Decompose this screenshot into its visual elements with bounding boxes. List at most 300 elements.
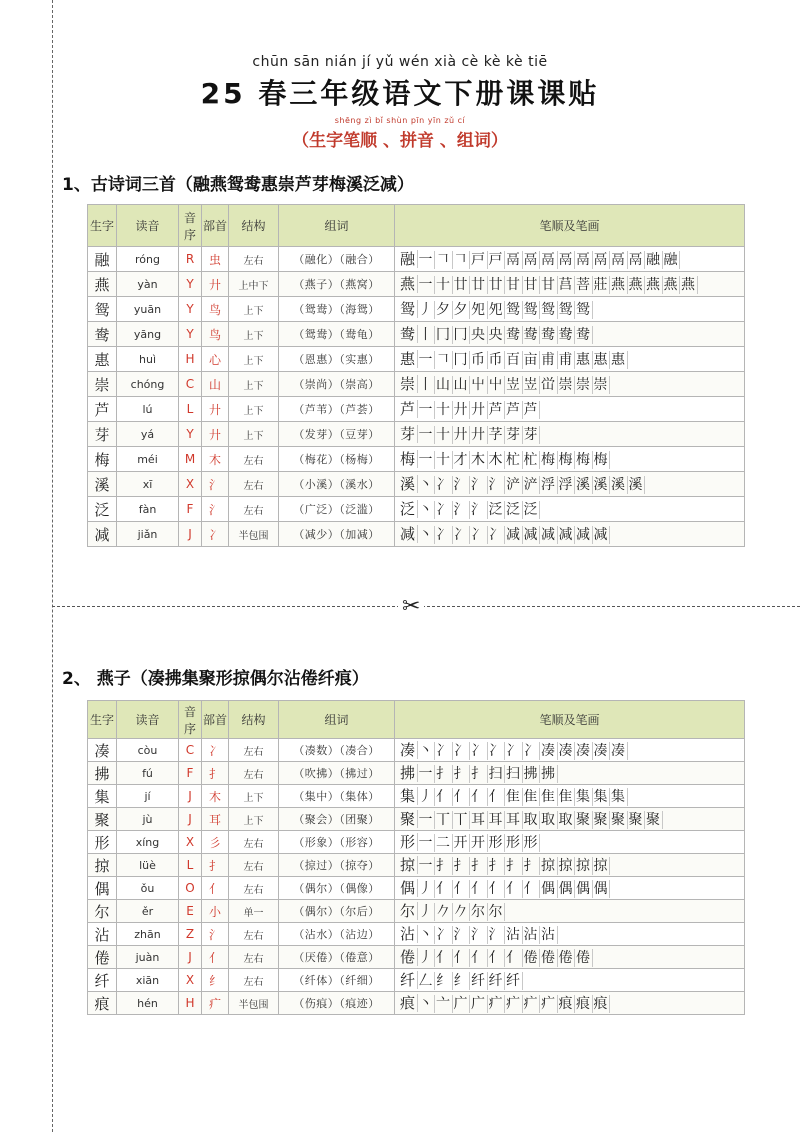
char-cell: 芽	[88, 422, 117, 447]
structure-cell: 左右	[229, 854, 279, 877]
stroke-step: 丶	[418, 995, 434, 1012]
stroke-step: 鸯	[523, 326, 539, 343]
stroke-step: 氵	[471, 501, 486, 518]
stroke-step: 梅	[400, 449, 416, 468]
words-cell: （偶尔）（尔后）	[279, 900, 395, 923]
stroke-step: 减	[593, 526, 609, 543]
order-cell: J	[179, 946, 202, 969]
stroke-step: 冫	[436, 926, 451, 943]
stroke-sequence-cell	[395, 372, 745, 397]
stroke-step: 尔	[400, 901, 416, 920]
char-cell: 融	[88, 247, 117, 272]
words-cell: （芦苇）（芦荟）	[279, 397, 395, 422]
stroke-step: 鬲	[628, 251, 644, 268]
stroke-step: 拂	[541, 765, 556, 782]
stroke-step: 芦	[506, 401, 521, 418]
pinyin-cell: méi	[117, 447, 179, 472]
stroke-sequence-cell	[395, 992, 745, 1015]
stroke-step: 鬲	[611, 251, 626, 268]
stroke-step: 甫	[541, 351, 556, 368]
char-cell: 燕	[88, 272, 117, 297]
structure-cell: 半包围	[229, 522, 279, 547]
stroke-step: 亻	[436, 880, 451, 897]
stroke-step: 甫	[558, 351, 574, 368]
structure-cell: 左右	[229, 739, 279, 762]
radical-cell: 鸟	[202, 322, 229, 347]
pinyin-cell: xiān	[117, 969, 179, 992]
structure-cell: 上下	[229, 397, 279, 422]
stroke-step: 芦	[523, 401, 539, 418]
structure-cell: 上下	[229, 785, 279, 808]
stroke-sequence-cell	[395, 854, 745, 877]
stroke-step: 减	[523, 526, 539, 543]
stroke-step: 甘	[523, 276, 539, 293]
stroke-sequence-cell	[395, 831, 745, 854]
words-cell: （鸳鸯）（海鸳）	[279, 297, 395, 322]
stroke-step: 冫	[453, 742, 469, 759]
pinyin-cell: yàn	[117, 272, 179, 297]
stroke-step: 一	[418, 765, 434, 782]
words-cell: （厌倦）（倦意）	[279, 946, 395, 969]
stroke-step: 丅	[453, 811, 469, 828]
stroke-sequence-cell	[395, 739, 745, 762]
stroke-step: 𠃋	[418, 972, 434, 989]
char-cell: 芦	[88, 397, 117, 422]
stroke-sequence-cell	[395, 422, 745, 447]
stroke-step: 一	[418, 426, 434, 443]
stroke-step: 梅	[593, 451, 609, 468]
stroke-step: 冫	[436, 476, 451, 493]
stroke-step: 廿	[471, 276, 486, 293]
stroke-step: 亻	[488, 949, 504, 966]
stroke-sequence-cell	[395, 808, 745, 831]
stroke-step: 冫	[453, 526, 469, 543]
stroke-step: 亻	[436, 949, 451, 966]
char-cell: 倦	[88, 946, 117, 969]
stroke-step: 燕	[611, 276, 626, 293]
structure-cell: 左右	[229, 497, 279, 522]
stroke-step: 扌	[453, 765, 469, 782]
stroke-step: 𠃍	[436, 251, 451, 268]
stroke-sequence-cell	[395, 877, 745, 900]
stroke-sequence-cell	[395, 272, 745, 297]
stroke-step: 偶	[400, 878, 416, 897]
pinyin-cell: yāng	[117, 322, 179, 347]
stroke-step: 扌	[453, 857, 469, 874]
stroke-step: 开	[453, 834, 469, 851]
stroke-step: 凑	[593, 742, 609, 759]
stroke-step: 亻	[506, 949, 521, 966]
stroke-step: 耳	[488, 811, 504, 828]
table-row	[88, 900, 745, 923]
structure-cell: 上下	[229, 808, 279, 831]
stroke-sequence-cell	[395, 497, 745, 522]
char-cell: 沾	[88, 923, 117, 946]
stroke-step: 氵	[488, 926, 504, 943]
col-header-order: 音序	[179, 205, 202, 247]
stroke-step: 𠃍	[453, 251, 469, 268]
stroke-step: 一	[418, 811, 434, 828]
radical-cell: 心	[202, 347, 229, 372]
stroke-step: 亻	[488, 880, 504, 897]
pinyin-cell: yuān	[117, 297, 179, 322]
stroke-step: 形	[488, 834, 504, 851]
order-cell: J	[179, 785, 202, 808]
stroke-step: 峃	[541, 376, 556, 393]
stroke-step: 廾	[471, 426, 486, 443]
table-row	[88, 739, 745, 762]
stroke-step: 央	[471, 326, 486, 343]
stroke-step: 亻	[506, 880, 521, 897]
stroke-step: 十	[436, 451, 451, 468]
stroke-step: 纤	[506, 972, 521, 989]
stroke-step: 疒	[523, 995, 539, 1012]
pinyin-cell: jù	[117, 808, 179, 831]
pinyin-cell: jí	[117, 785, 179, 808]
stroke-sequence-cell	[395, 297, 745, 322]
stroke-sequence-cell	[395, 447, 745, 472]
stroke-step: 崇	[400, 374, 416, 393]
order-cell: O	[179, 877, 202, 900]
stroke-sequence-cell	[395, 762, 745, 785]
table-row	[88, 422, 745, 447]
stroke-step: 集	[611, 788, 626, 805]
stroke-step: 取	[523, 811, 539, 828]
col-header-structure: 结构	[229, 701, 279, 739]
stroke-step: 扫	[506, 765, 521, 782]
stroke-step: 氵	[453, 476, 469, 493]
structure-cell: 上下	[229, 297, 279, 322]
stroke-step: 丶	[418, 501, 434, 518]
stroke-sequence-cell	[395, 397, 745, 422]
table-row	[88, 785, 745, 808]
stroke-step: 集	[593, 788, 609, 805]
radical-cell: 廾	[202, 397, 229, 422]
stroke-step: 甘	[506, 276, 521, 293]
stroke-step: 浮	[558, 476, 574, 493]
stroke-step: 亻	[488, 788, 504, 805]
stroke-step: 崇	[593, 376, 609, 393]
stroke-step: 百	[506, 351, 521, 368]
stroke-step: 开	[471, 834, 486, 851]
table-row	[88, 297, 745, 322]
stroke-step: 痕	[593, 995, 609, 1012]
words-cell: （形象）（形容）	[279, 831, 395, 854]
table-row	[88, 762, 745, 785]
stroke-step: 痕	[576, 995, 591, 1012]
stroke-step: 拂	[400, 763, 416, 782]
words-cell: （鸳鸯）（鸯龟）	[279, 322, 395, 347]
pinyin-cell: yá	[117, 422, 179, 447]
stroke-step: 惠	[576, 351, 591, 368]
stroke-step: 一	[418, 351, 434, 368]
stroke-step: 廾	[453, 426, 469, 443]
radical-cell: 氵	[202, 472, 229, 497]
col-header-radical: 部首	[202, 701, 229, 739]
radical-cell: 氵	[202, 497, 229, 522]
structure-cell: 左右	[229, 923, 279, 946]
stroke-step: 丶	[418, 742, 434, 759]
stroke-step: 掠	[541, 857, 556, 874]
page-title: 25 春三年级语文下册课课贴	[200, 77, 600, 110]
stroke-step: 隹	[558, 788, 574, 805]
radical-cell: 冫	[202, 522, 229, 547]
table-row	[88, 522, 745, 547]
table-header-row	[88, 701, 745, 739]
stroke-step: 偶	[558, 880, 574, 897]
stroke-step: 取	[558, 811, 574, 828]
structure-cell: 左右	[229, 447, 279, 472]
words-cell: （伤痕）（痕迹）	[279, 992, 395, 1015]
stroke-step: 二	[436, 834, 451, 851]
words-cell: （偶尔）（偶像）	[279, 877, 395, 900]
stroke-step: 燕	[681, 276, 696, 293]
stroke-step: 冫	[471, 742, 486, 759]
stroke-sequence-cell	[395, 247, 745, 272]
stroke-step: 戸	[471, 251, 486, 268]
words-cell: （集中）（集体）	[279, 785, 395, 808]
stroke-step: 泛	[488, 501, 504, 518]
char-cell: 鸳	[88, 297, 117, 322]
stroke-sequence-cell	[395, 472, 745, 497]
order-cell: L	[179, 397, 202, 422]
stroke-sequence-cell	[395, 522, 745, 547]
table-header-row	[88, 205, 745, 247]
stroke-step: 冫	[471, 526, 486, 543]
structure-cell: 左右	[229, 946, 279, 969]
pinyin-cell: juàn	[117, 946, 179, 969]
stroke-step: 溪	[400, 474, 416, 493]
radical-cell: 扌	[202, 854, 229, 877]
stroke-step: 惠	[593, 351, 609, 368]
stroke-step: 崇	[558, 376, 574, 393]
stroke-step: 冫	[436, 526, 451, 543]
stroke-step: 尔	[471, 903, 486, 920]
stroke-step: 溪	[593, 476, 609, 493]
stroke-step: 凑	[611, 742, 626, 759]
stroke-step: 丿	[418, 880, 434, 897]
words-cell: （崇尚）（崇高）	[279, 372, 395, 397]
stroke-step: 冂	[453, 326, 469, 343]
pinyin-cell: lüè	[117, 854, 179, 877]
order-cell: J	[179, 808, 202, 831]
stroke-step: 泛	[506, 501, 521, 518]
binding-cut-line	[52, 0, 53, 1132]
stroke-step: 沾	[400, 924, 416, 943]
stroke-sequence-cell	[395, 347, 745, 372]
stroke-step: 掠	[400, 855, 416, 874]
stroke-step: 亻	[436, 788, 451, 805]
order-cell: L	[179, 854, 202, 877]
stroke-step: 沾	[523, 926, 539, 943]
stroke-step: 溪	[611, 476, 626, 493]
words-cell: （梅花）（杨梅）	[279, 447, 395, 472]
stroke-step: 倦	[576, 949, 591, 966]
order-cell: X	[179, 831, 202, 854]
table-row	[88, 877, 745, 900]
stroke-step: 鸳	[400, 299, 416, 318]
radical-cell: 扌	[202, 762, 229, 785]
stroke-step: 一	[418, 276, 434, 293]
table-row	[88, 447, 745, 472]
stroke-step: 耳	[506, 811, 521, 828]
stroke-step: 泛	[400, 499, 416, 518]
stroke-step: 扌	[471, 765, 486, 782]
stroke-step: 才	[453, 451, 469, 468]
stroke-step: 丿	[418, 788, 434, 805]
stroke-step: 夗	[488, 301, 504, 318]
order-cell: Y	[179, 322, 202, 347]
stroke-step: 亻	[471, 788, 486, 805]
stroke-step: 聚	[576, 811, 591, 828]
stroke-step: 岦	[523, 376, 539, 393]
stroke-step: 浐	[506, 476, 521, 493]
words-cell: （聚会）（团聚）	[279, 808, 395, 831]
stroke-step: 亻	[471, 880, 486, 897]
stroke-step: 鬲	[523, 251, 539, 268]
stroke-step: 纤	[400, 970, 416, 989]
stroke-step: 廾	[453, 401, 469, 418]
pinyin-cell: fàn	[117, 497, 179, 522]
stroke-step: 鸯	[541, 326, 556, 343]
table-row	[88, 347, 745, 372]
table-row	[88, 372, 745, 397]
char-cell: 形	[88, 831, 117, 854]
radical-cell: 廾	[202, 422, 229, 447]
order-cell: Z	[179, 923, 202, 946]
order-cell: R	[179, 247, 202, 272]
stroke-step: 甘	[541, 276, 556, 293]
structure-cell: 左右	[229, 762, 279, 785]
col-header-structure: 结构	[229, 205, 279, 247]
stroke-step: 鬲	[593, 251, 609, 268]
stroke-step: 梅	[576, 451, 591, 468]
stroke-step: 鸳	[541, 301, 556, 318]
stroke-step: 疒	[506, 995, 521, 1012]
stroke-step: 倦	[400, 947, 416, 966]
stroke-step: 纟	[453, 972, 469, 989]
stroke-step: 丅	[436, 811, 451, 828]
stroke-step: 夕	[453, 301, 469, 318]
words-cell: （小溪）（溪水）	[279, 472, 395, 497]
stroke-step: 屮	[471, 376, 486, 393]
stroke-step: 耳	[471, 811, 486, 828]
stroke-step: 冫	[436, 501, 451, 518]
stroke-step: 减	[541, 526, 556, 543]
col-header-char: 生字	[88, 205, 117, 247]
stroke-step: 亻	[523, 880, 539, 897]
stroke-step: 鸯	[506, 326, 521, 343]
words-cell: （发芽）（豆芽）	[279, 422, 395, 447]
stroke-step: 扫	[488, 765, 504, 782]
order-cell: Y	[179, 272, 202, 297]
stroke-step: 倦	[541, 949, 556, 966]
title-pinyin: chūn sān nián jí yǔ wén xià cè kè kè tiē	[252, 54, 548, 70]
stroke-step: 痕	[400, 993, 416, 1012]
stroke-step: 沾	[541, 926, 556, 943]
words-cell: （燕子）（燕窝）	[279, 272, 395, 297]
stroke-step: 十	[436, 426, 451, 443]
char-cell: 尔	[88, 900, 117, 923]
stroke-step: 扌	[488, 857, 504, 874]
structure-cell: 上中下	[229, 272, 279, 297]
col-header-strokes: 笔顺及笔画	[395, 701, 745, 739]
scissors-icon: ✂	[398, 594, 424, 619]
stroke-step: 冫	[488, 526, 504, 543]
table-row	[88, 322, 745, 347]
stroke-sequence-cell	[395, 946, 745, 969]
radical-cell: 木	[202, 447, 229, 472]
stroke-step: 菩	[576, 276, 591, 293]
table-row	[88, 992, 745, 1015]
stroke-step: 凑	[541, 742, 556, 759]
stroke-step: 凑	[576, 742, 591, 759]
stroke-step: 燕	[663, 276, 679, 293]
col-header-char: 生字	[88, 701, 117, 739]
stroke-step: 减	[400, 524, 416, 543]
pinyin-cell: huì	[117, 347, 179, 372]
stroke-step: 屮	[488, 376, 504, 393]
stroke-step: 冫	[506, 742, 521, 759]
stroke-step: 融	[646, 251, 661, 268]
stroke-sequence-cell	[395, 969, 745, 992]
stroke-step: 丨	[418, 326, 434, 343]
stroke-sequence-cell	[395, 900, 745, 923]
col-header-words: 组词	[279, 205, 395, 247]
stroke-step: 痕	[558, 995, 574, 1012]
stroke-step: 芦	[488, 401, 504, 418]
stroke-step: 芓	[488, 426, 504, 443]
stroke-sequence-cell	[395, 322, 745, 347]
pinyin-cell: xī	[117, 472, 179, 497]
stroke-step: 氵	[488, 476, 504, 493]
table-row	[88, 472, 745, 497]
stroke-step: 隹	[541, 788, 556, 805]
stroke-step: 氵	[471, 926, 486, 943]
stroke-step: 广	[471, 995, 486, 1012]
words-cell: （减少）（加减）	[279, 522, 395, 547]
words-cell: （凑数）（凑合）	[279, 739, 395, 762]
structure-cell: 上下	[229, 322, 279, 347]
stroke-step: 崇	[576, 376, 591, 393]
stroke-step: 集	[400, 786, 416, 805]
char-cell: 掠	[88, 854, 117, 877]
stroke-step: 木	[471, 451, 486, 468]
pinyin-cell: chóng	[117, 372, 179, 397]
section-2-table	[87, 700, 745, 1015]
stroke-step: 鸳	[523, 301, 539, 318]
char-cell: 聚	[88, 808, 117, 831]
stroke-step: 一	[418, 451, 434, 468]
stroke-step: 鸳	[558, 301, 574, 318]
stroke-step: 芽	[523, 426, 539, 443]
stroke-step: 形	[400, 832, 416, 851]
stroke-step: 一	[418, 401, 434, 418]
table-row	[88, 247, 745, 272]
words-cell: （掠过）（掠夺）	[279, 854, 395, 877]
radical-cell: 小	[202, 900, 229, 923]
stroke-step: 鬲	[541, 251, 556, 268]
stroke-step: 氵	[453, 501, 469, 518]
stroke-step: 一	[418, 251, 434, 268]
stroke-step: 丶	[418, 526, 434, 543]
radical-cell: 耳	[202, 808, 229, 831]
char-cell: 崇	[88, 372, 117, 397]
stroke-step: 戸	[488, 251, 504, 268]
pinyin-cell: hén	[117, 992, 179, 1015]
stroke-step: 掠	[576, 857, 591, 874]
char-cell: 拂	[88, 762, 117, 785]
